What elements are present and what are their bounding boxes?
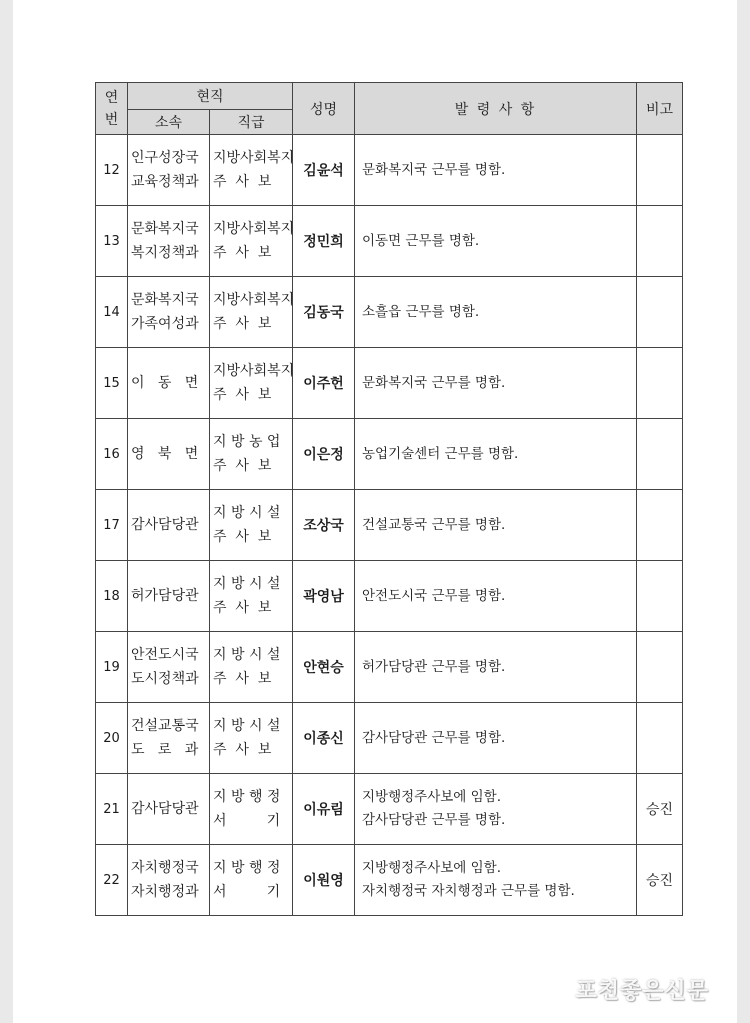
department-cell: 건설교통국 도 로 과 [128,703,210,774]
rank-cell: 지방사회복지 주 사 보 [210,277,293,348]
person-name-cell: 김동국 [293,277,355,348]
serial-number-cell: 18 [96,561,128,632]
personnel-order-table [95,82,683,916]
appointment-details-cell: 감사담당관 근무를 명함. [355,703,637,774]
department-cell: 문화복지국 가족여성과 [128,277,210,348]
appointment-details-cell: 건설교통국 근무를 명함. [355,490,637,561]
table-row [96,845,683,916]
person-name-cell: 곽영남 [293,561,355,632]
note-cell [637,419,683,490]
appointment-details-cell: 지방행정주사보에 임함. 자치행정국 자치행정과 근무를 명함. [355,845,637,916]
note-cell [637,135,683,206]
note-cell [637,703,683,774]
person-name-cell: 안현승 [293,632,355,703]
person-name-cell: 이원영 [293,845,355,916]
document-page [13,0,737,1023]
department-cell: 이 동 면 [128,348,210,419]
serial-number-cell: 15 [96,348,128,419]
table-row [96,561,683,632]
rank-cell: 지방사회복지 주 사 보 [210,348,293,419]
appointment-details-cell: 소흘읍 근무를 명함. [355,277,637,348]
header-serial-number: 연 번 [96,83,128,135]
serial-number-cell: 16 [96,419,128,490]
department-cell: 자치행정국 자치행정과 [128,845,210,916]
header-name: 성명 [293,83,355,135]
note-cell [637,277,683,348]
header-department: 소속 [128,110,210,135]
note-cell [637,561,683,632]
person-name-cell: 이종신 [293,703,355,774]
header-note: 비고 [637,83,683,135]
note-cell [637,206,683,277]
department-cell: 문화복지국 복지정책과 [128,206,210,277]
appointment-details-cell: 문화복지국 근무를 명함. [355,135,637,206]
person-name-cell: 정민희 [293,206,355,277]
rank-cell: 지 방 행 정 서 기 [210,845,293,916]
table-row [96,490,683,561]
rank-cell: 지 방 시 설 주 사 보 [210,561,293,632]
table-row [96,277,683,348]
appointment-details-cell: 허가담당관 근무를 명함. [355,632,637,703]
serial-number-cell: 22 [96,845,128,916]
serial-number-cell: 12 [96,135,128,206]
person-name-cell: 이주헌 [293,348,355,419]
note-cell [637,348,683,419]
appointment-details-cell: 이동면 근무를 명함. [355,206,637,277]
appointment-details-cell: 지방행정주사보에 임함. 감사담당관 근무를 명함. [355,774,637,845]
appointment-details-cell: 농업기술센터 근무를 명함. [355,419,637,490]
serial-number-cell: 17 [96,490,128,561]
person-name-cell: 김윤석 [293,135,355,206]
note-cell [637,490,683,561]
note-cell: 승진 [637,774,683,845]
rank-cell: 지방사회복지 주 사 보 [210,135,293,206]
appointment-details-cell: 문화복지국 근무를 명함. [355,348,637,419]
rank-cell: 지 방 시 설 주 사 보 [210,490,293,561]
rank-cell: 지 방 시 설 주 사 보 [210,632,293,703]
serial-number-cell: 13 [96,206,128,277]
table-row [96,703,683,774]
table-row [96,206,683,277]
serial-number-cell: 21 [96,774,128,845]
newspaper-watermark: 포천좋은신문 [575,979,709,1004]
rank-cell: 지방사회복지 주 사 보 [210,206,293,277]
table-row [96,135,683,206]
person-name-cell: 이은정 [293,419,355,490]
note-cell [637,632,683,703]
table-row [96,632,683,703]
table-row [96,348,683,419]
serial-number-cell: 14 [96,277,128,348]
header-rank: 직급 [210,110,293,135]
department-cell: 안전도시국 도시정책과 [128,632,210,703]
department-cell: 감사담당관 [128,774,210,845]
department-cell: 영 북 면 [128,419,210,490]
serial-number-cell: 20 [96,703,128,774]
department-cell: 감사담당관 [128,490,210,561]
table-body [96,135,683,916]
appointment-details-cell: 안전도시국 근무를 명함. [355,561,637,632]
department-cell: 허가담당관 [128,561,210,632]
person-name-cell: 조상국 [293,490,355,561]
note-cell: 승진 [637,845,683,916]
rank-cell: 지 방 농 업 주 사 보 [210,419,293,490]
header-appointment: 발 령 사 항 [355,83,637,135]
rank-cell: 지 방 시 설 주 사 보 [210,703,293,774]
header-current-position: 현직 [128,83,293,110]
table-row [96,774,683,845]
table-row [96,419,683,490]
rank-cell: 지 방 행 정 서 기 [210,774,293,845]
department-cell: 인구성장국 교육정책과 [128,135,210,206]
person-name-cell: 이유림 [293,774,355,845]
serial-number-cell: 19 [96,632,128,703]
